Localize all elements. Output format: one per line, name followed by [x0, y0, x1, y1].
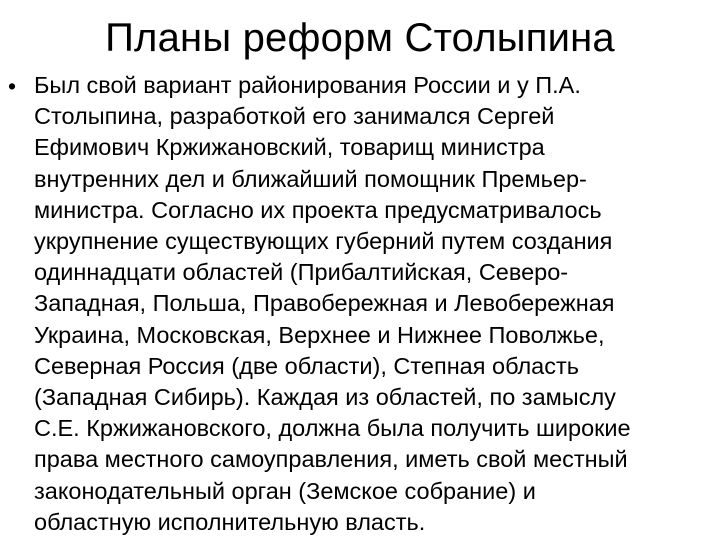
bullet-text-line: Западная, Польша, Правобережная и Левобережная — [34, 290, 615, 317]
slide-title: Планы реформ Столыпина — [105, 16, 615, 60]
bullet-text-line: укрупнение существующих губерний путем создания — [34, 228, 613, 255]
bullet-text-line: права местного самоуправления, иметь свой местный — [34, 446, 628, 473]
bullet-list — [0, 70, 720, 538]
bullet-text-line: Украина, Московская, Верхнее и Нижнее Поволжье, — [34, 321, 605, 348]
bullet-item — [0, 70, 720, 538]
bullet-text-line: одиннадцати областей (Прибалтийская, Северо- — [34, 259, 569, 286]
bullet-text-line: Северная Россия (две области), Степная область — [34, 352, 580, 379]
bullet-text-line: Ефимович Кржижановский, товарищ министра — [34, 134, 545, 161]
bullet-text-line: внутренних дел и ближайший помощник Премьер- — [34, 165, 587, 192]
bullet-marker: • — [8, 73, 17, 99]
bullet-text-line: (Западная Сибирь). Каждая из областей, по замыслу — [34, 384, 616, 411]
bullet-text-line: законодательный орган (Земское собрание) и — [34, 477, 536, 504]
bullet-text-line: областную исполнительную власть. — [34, 508, 426, 535]
bullet-text-line: С.Е. Кржижановского, должна была получить широкие — [34, 415, 631, 442]
bullet-text-line: Был свой вариант районирования России и у П.А. — [34, 72, 581, 98]
bullet-text-line: министра. Согласно их проекта предусматривалось — [34, 196, 602, 223]
bullet-text-line: Столыпина, разработкой его занимался Сергей — [34, 103, 555, 130]
